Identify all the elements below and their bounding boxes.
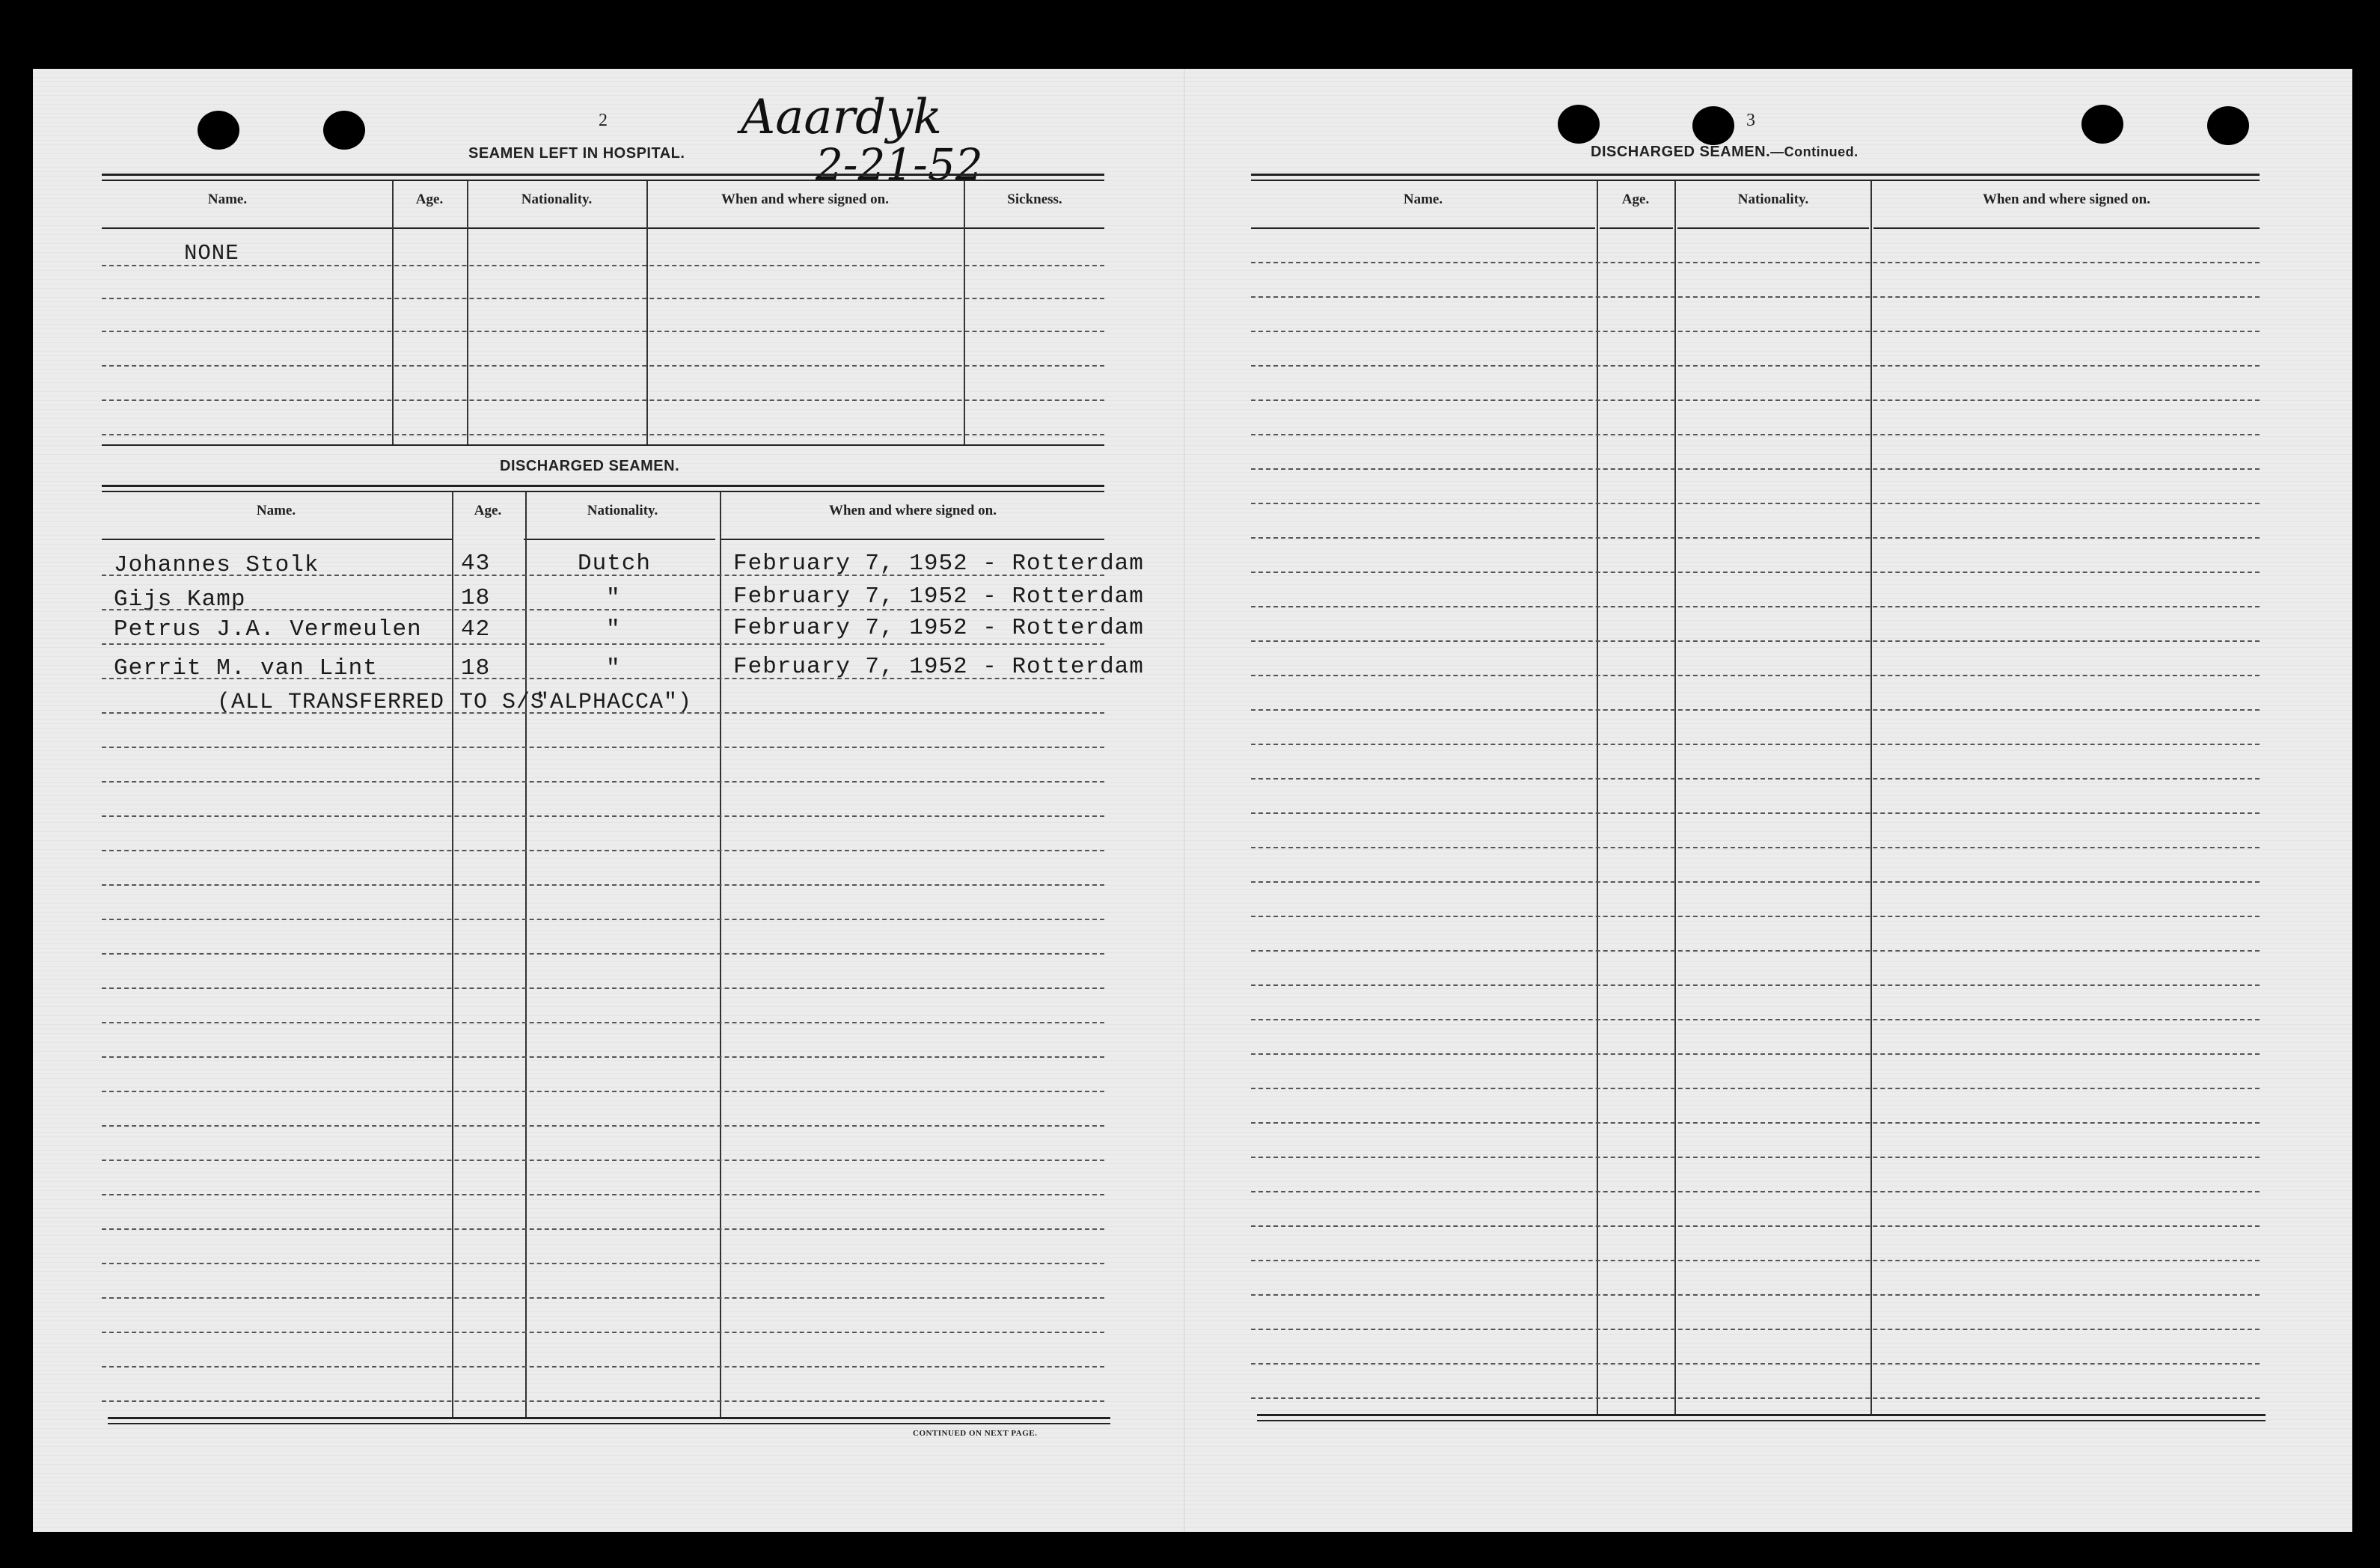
row-line <box>1251 1191 2260 1192</box>
row-line <box>102 850 1104 851</box>
row-line <box>1251 1397 2260 1399</box>
row-line <box>102 1366 1104 1368</box>
hospital-col-sickness: Sickness. <box>1007 192 1062 207</box>
row-line <box>102 365 1104 367</box>
right-col-name: Name. <box>1403 192 1443 207</box>
right-col-nationality: Nationality. <box>1737 192 1809 207</box>
row-line <box>1251 606 2260 607</box>
row-line <box>1251 434 2260 435</box>
continued-note: CONTINUED ON NEXT PAGE. <box>913 1429 1038 1438</box>
rule <box>1257 1420 2266 1421</box>
seaman-name: Gijs Kamp <box>114 587 246 613</box>
row-line <box>1251 468 2260 470</box>
row-line <box>1251 537 2260 539</box>
row-line <box>102 399 1104 401</box>
row-line <box>1251 262 2260 263</box>
row-line <box>102 1228 1104 1230</box>
row-line <box>1251 675 2260 676</box>
seaman-signed-on: February 7, 1952 - Rotterdam <box>733 551 1144 577</box>
row-line <box>102 953 1104 955</box>
rule <box>1873 227 2260 229</box>
row-line <box>102 919 1104 920</box>
right-col-age: Age. <box>1621 192 1650 207</box>
seaman-age: 43 <box>461 551 491 577</box>
seaman-signed-on: February 7, 1952 - Rotterdam <box>733 584 1144 610</box>
transfer-note-vessel: "ALPHACCA") <box>536 690 693 715</box>
rule <box>721 539 1104 540</box>
page-number-left: 2 <box>599 111 608 130</box>
punch-hole <box>323 111 365 150</box>
row-line <box>1251 1019 2260 1020</box>
discharged-col-name: Name. <box>256 503 296 518</box>
row-line <box>1251 640 2260 642</box>
row-line <box>1251 709 2260 711</box>
row-line <box>1251 572 2260 573</box>
hospital-col-age: Age. <box>415 192 444 207</box>
row-line <box>1251 1260 2260 1261</box>
punch-hole <box>2081 105 2123 144</box>
row-line <box>102 815 1104 817</box>
handwritten-annotation: Aaardyk <box>741 90 943 145</box>
row-line <box>102 884 1104 886</box>
column-divider <box>467 181 468 444</box>
row-line <box>1251 1053 2260 1055</box>
row-line <box>1251 984 2260 986</box>
seaman-nationality: Dutch <box>578 551 652 577</box>
seaman-name: Petrus J.A. Vermeulen <box>114 616 422 643</box>
punch-hole <box>1692 106 1734 145</box>
page-number-right: 3 <box>1746 111 1755 130</box>
row-line <box>1251 778 2260 780</box>
seaman-nationality: " <box>606 616 621 643</box>
row-line <box>1251 847 2260 848</box>
row-line <box>102 434 1104 435</box>
row-line <box>102 643 1104 645</box>
right-section-title <box>1591 144 1859 161</box>
row-line <box>1251 399 2260 401</box>
row-line <box>102 1091 1104 1092</box>
transfer-note: (ALL TRANSFERRED <box>217 690 445 715</box>
column-divider <box>646 181 648 444</box>
row-line <box>102 1400 1104 1402</box>
seaman-signed-on: February 7, 1952 - Rotterdam <box>733 654 1144 680</box>
row-line <box>102 1297 1104 1299</box>
row-line <box>1251 1329 2260 1330</box>
row-line <box>102 1332 1104 1333</box>
row-line <box>1251 1157 2260 1158</box>
row-line <box>102 331 1104 332</box>
row-line <box>1251 1294 2260 1296</box>
row-line <box>102 609 1104 610</box>
row-line <box>102 987 1104 989</box>
rule <box>102 539 453 540</box>
seaman-age: 18 <box>461 655 491 682</box>
rule <box>102 174 1104 176</box>
seaman-signed-on: February 7, 1952 - Rotterdam <box>733 615 1144 641</box>
row-line <box>102 575 1104 576</box>
page-fold <box>1184 69 1185 1532</box>
row-line <box>102 1263 1104 1264</box>
discharged-col-age: Age. <box>474 503 502 518</box>
rule <box>1600 227 1673 229</box>
row-line <box>102 1056 1104 1058</box>
seaman-name: Johannes Stolk <box>114 552 319 578</box>
rule <box>102 444 1104 446</box>
punch-hole <box>2207 106 2249 145</box>
row-line <box>1251 365 2260 367</box>
rule <box>1677 227 1869 229</box>
row-line <box>102 747 1104 748</box>
column-divider <box>392 181 394 444</box>
seaman-nationality: " <box>606 655 621 682</box>
column-divider <box>964 181 965 444</box>
row-line <box>102 781 1104 783</box>
row-line <box>1251 881 2260 883</box>
column-divider <box>720 492 721 1418</box>
row-line <box>1251 1225 2260 1227</box>
punch-hole <box>198 111 239 150</box>
rule <box>108 1417 1110 1419</box>
punch-hole <box>1558 105 1600 144</box>
row-line <box>102 1160 1104 1161</box>
rule <box>102 485 1104 487</box>
seaman-age: 18 <box>461 585 491 611</box>
row-line <box>102 1125 1104 1127</box>
row-line <box>1251 812 2260 814</box>
row-line <box>1251 1088 2260 1089</box>
row-line <box>102 265 1104 266</box>
row-line <box>1251 950 2260 952</box>
rule <box>102 227 1104 229</box>
hospital-section-title: SEAMEN LEFT IN HOSPITAL. <box>468 145 685 162</box>
seaman-name: Gerrit M. van Lint <box>114 655 378 682</box>
seaman-nationality: " <box>606 585 621 611</box>
row-line <box>1251 916 2260 917</box>
hospital-col-name: Name. <box>207 192 248 207</box>
rule <box>108 1423 1110 1424</box>
transfer-note-vessel-prefix: TO S/S <box>459 690 545 715</box>
row-line <box>1251 503 2260 504</box>
rule <box>102 491 1104 492</box>
seaman-age: 42 <box>461 616 491 643</box>
discharged-section-title: DISCHARGED SEAMEN. <box>500 458 680 474</box>
hospital-col-nationality: Nationality. <box>521 192 593 207</box>
discharged-col-nationality: Nationality. <box>587 503 658 518</box>
hospital-entry: NONE <box>184 241 239 266</box>
row-line <box>1251 296 2260 298</box>
row-line <box>102 712 1104 714</box>
row-line <box>1251 331 2260 332</box>
document-sheet <box>33 69 2352 1532</box>
right-col-signed-on: When and where signed on. <box>1982 192 2150 207</box>
row-line <box>102 1022 1104 1023</box>
rule <box>1251 227 1595 229</box>
right-title-suffix: —Continued. <box>1770 144 1859 159</box>
row-line <box>1251 1363 2260 1365</box>
rule <box>524 539 715 540</box>
column-divider <box>525 492 527 1418</box>
column-divider <box>452 492 453 1418</box>
rule <box>1251 180 2260 181</box>
rule <box>102 180 1104 181</box>
rule <box>1251 174 2260 176</box>
handwritten-date: 2-21-52 <box>816 139 983 190</box>
hospital-col-signed-on: When and where signed on. <box>721 192 889 207</box>
right-title-main: DISCHARGED SEAMEN. <box>1591 144 1771 160</box>
rule <box>1257 1414 2266 1416</box>
row-line <box>102 298 1104 299</box>
row-line <box>102 678 1104 679</box>
row-line <box>1251 744 2260 745</box>
row-line <box>102 1194 1104 1195</box>
discharged-col-signed-on: When and where signed on. <box>828 503 997 518</box>
row-line <box>1251 1122 2260 1124</box>
